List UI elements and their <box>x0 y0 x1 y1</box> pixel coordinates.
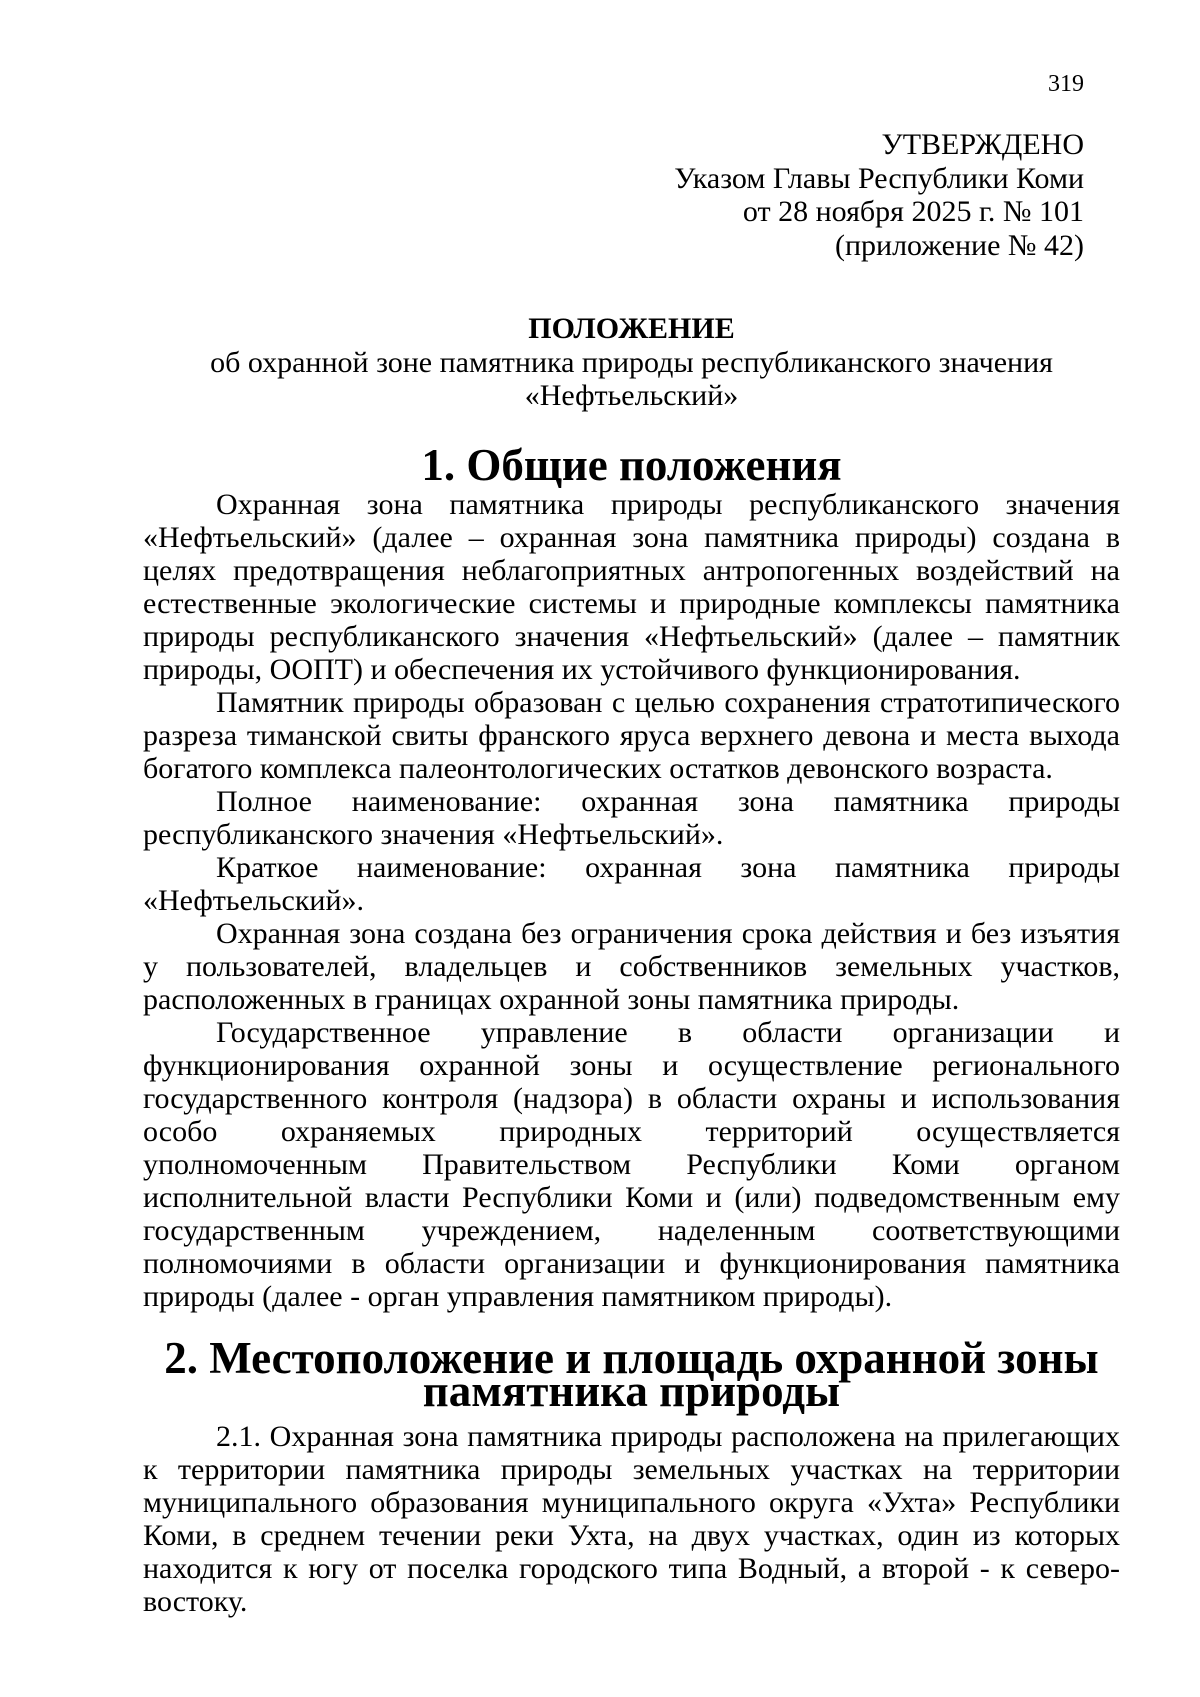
section-heading: 2. Местоположение и площадь охранной зоны памятника природы <box>164 1333 1099 1416</box>
approval-line: Указом Главы Республики Коми <box>674 161 1084 195</box>
page-number: 319 <box>1048 71 1084 97</box>
approval-line: УТВЕРЖДЕНО <box>881 128 1084 161</box>
document-title: ПОЛОЖЕНИЕ <box>528 312 735 345</box>
paragraph: Полное наименование: охранная зона памятника природы республиканского значения «Нефтьельский». <box>143 785 1120 851</box>
paragraph: Краткое наименование: охранная зона памятника природы «Нефтьельский». <box>143 851 1120 917</box>
approval-line: (приложение № 42) <box>834 228 1084 262</box>
document-body <box>143 312 1120 1618</box>
document-subtitle-line: об охранной зоне памятника природы республиканского значения <box>210 346 1053 379</box>
paragraph: Охранная зона памятника природы республиканского значения «Нефтьельский» (далее – охранная зона памятника природы) создана в целях предотвращения неблагоприятных антропогенных воздействий на естественные экологические системы и природные комплексы памятника природы республиканского значения «Нефтьельский» (далее – памятник природы, ООПТ) и обеспечения их устойчивого функционирования. <box>143 488 1120 686</box>
paragraph: Государственное управление в области организации и функционирования охранной зоны и осуществление регионального государственного контроля (надзора) в области охраны и использования особо охраняемых природных территорий осуществляется уполномоченным Правительством Республики Коми органом исполнительной власти Республики Коми и (или) подведомственным ему государственным учреждением, наделенным соответствующими полномочиями в области организации и функционирования памятника природы (далее - орган управления памятником природы). <box>143 1016 1120 1313</box>
approval-stamp <box>674 128 1084 262</box>
paragraph: Памятник природы образован с целью сохранения стратотипического разреза тиманской свиты франского яруса верхнего девона и места выхода богатого комплекса палеонтологических остатков девонского возраста. <box>143 686 1120 785</box>
section-heading: 1. Общие положения <box>421 440 842 490</box>
paragraph: Охранная зона создана без ограничения срока действия и без изъятия у пользователей, владельцев и собственников земельных участков, расположенных в границах охранной зоны памятника природы. <box>143 917 1120 1016</box>
paragraph: 2.1. Охранная зона памятника природы расположена на прилегающих к территории памятника природы земельных участках на территории муниципального образования муниципального округа «Ухта» Республики Коми, в среднем течении реки Ухта, на двух участках, один из которых находится к югу от поселка городского типа Водный, а второй - к северо-востоку. <box>143 1420 1120 1618</box>
document-subtitle-line: «Нефтьельский» <box>524 379 739 412</box>
approval-line: от 28 ноября 2025 г. № 101 <box>742 195 1084 228</box>
